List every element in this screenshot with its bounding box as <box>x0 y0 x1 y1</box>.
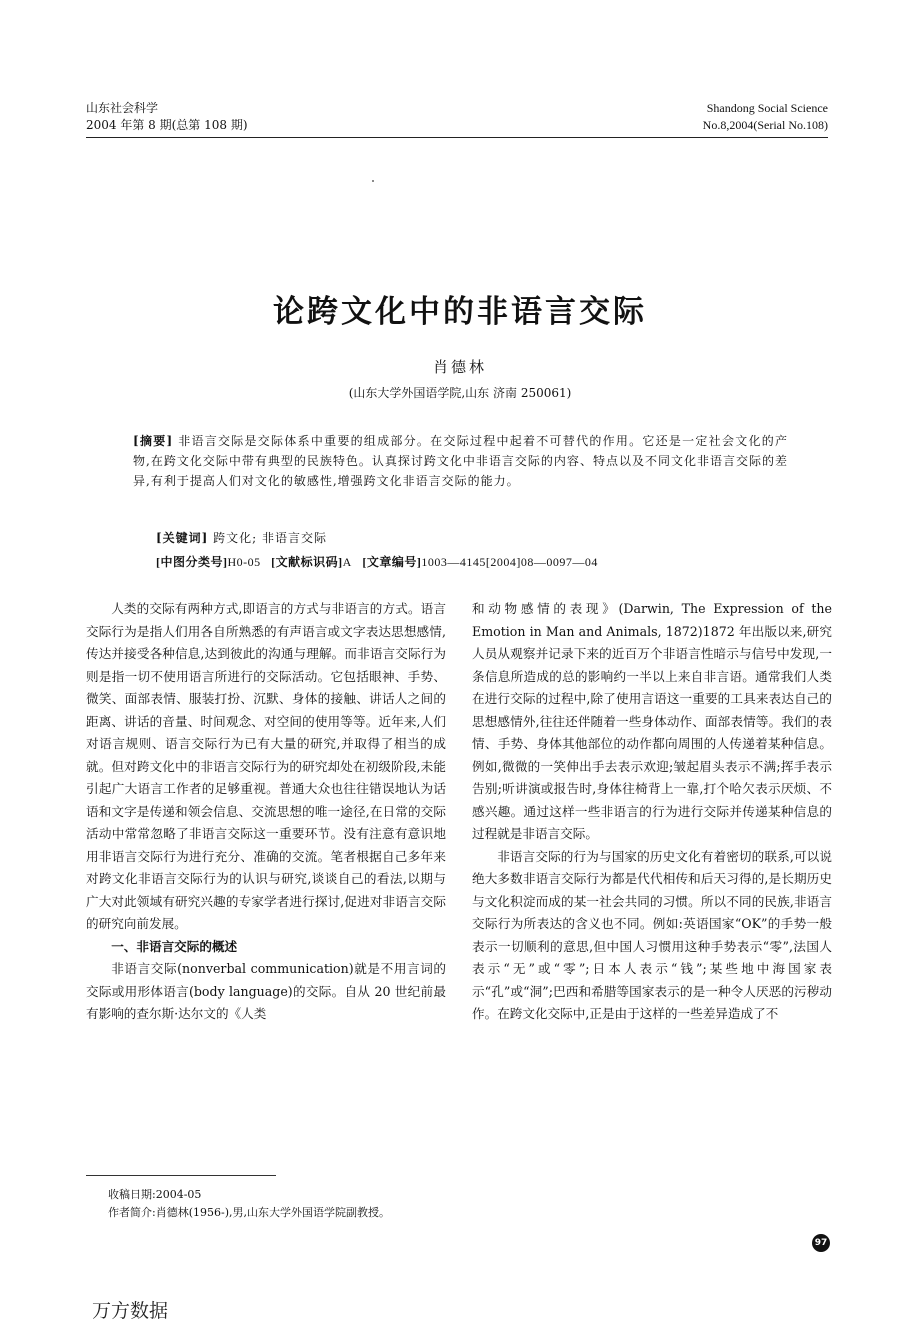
author-bio: 作者简介:肖德林(1956-),男,山东大学外国语学院副教授。 <box>108 1206 390 1219</box>
body-paragraph: 非语言交际的行为与国家的历史文化有着密切的联系,可以说绝大多数非语言交际行为都是代代相传和后天习得的,是长期历史与文化积淀而成的某一社会共同的习惯。所以不同的民族,非语言交际行为所表达的含义也不同。例如:英语国家“OK”的手势一般表示一切顺利的意思,但中国人习惯用这种手势表示“零”,法国人表示“无”或“零”;日本人表示“钱”;某些地中海国家表示“孔”或“洞”;巴西和希腊等国家表示的是一种令人厌恶的污秽动作。在跨文化交际中,正是由于这样的一些差异造成了不 <box>472 848 832 1021</box>
doc-code-label: [文献标识码] <box>271 555 343 569</box>
header-divider <box>86 137 828 138</box>
footnote-divider <box>86 1175 276 1176</box>
clc-value: H0-05 <box>227 555 261 569</box>
abstract-text: 非语言交际是交际体系中重要的组成部分。在交际过程中起着不可替代的作用。它还是一定社会文化的产物,在跨文化交际中带有典型的民族特色。认真探讨跨文化中非语言交际的内容、特点以及不同文化非语言交际的差异,有利于提高人们对文化的敏感性,增强跨文化非语言交际的能力。 <box>133 434 788 488</box>
issue-info-en: No.8,2004(Serial No.108) <box>702 118 828 132</box>
section-heading: 一、非语言交际的概述 <box>111 938 238 954</box>
speck-mark <box>372 180 374 182</box>
issue-info-cn: 2004 年第 8 期(总第 108 期) <box>86 118 248 132</box>
page-number-badge: 97 <box>812 1234 830 1252</box>
abstract <box>133 431 788 491</box>
body-column-right <box>472 598 832 1026</box>
doc-code-value: A <box>342 555 352 569</box>
classification-line <box>156 553 598 570</box>
journal-name-cn: 山东社会科学 <box>86 101 159 115</box>
article-id-value: 1003—4145[2004]08—0097—04 <box>421 555 598 569</box>
keywords <box>156 529 327 546</box>
body-paragraph: 非语言交际(nonverbal communication)就是不用言词的交际或用形体语言(body language)的交际。自从 20 世纪前最有影响的查尔斯·达尔文的《人类 <box>86 961 446 1021</box>
article-author: 肖德林 <box>432 358 487 376</box>
watermark-text: 万方数据 <box>92 1300 169 1322</box>
running-header-left <box>86 100 248 134</box>
article-id-label: [文章编号] <box>362 555 422 569</box>
article-title: 论跨文化中的非语言交际 <box>273 294 647 330</box>
clc-label: [中图分类号] <box>156 555 228 569</box>
author-affiliation: (山东大学外国语学院,山东 济南 250061) <box>348 386 572 400</box>
body-column-left <box>86 598 446 1026</box>
body-paragraph: 和动物感情的表现》(Darwin, The Expression of the Emotion in Man and Animals, 1872)1872 年出版以来,研究人员从观察并记录下来的近百万个非语言性暗示与信号中发现,一条信息所造成的总的影响约一半以上来自非言语。通常我们人类在进行交际的过程中,除了使用言语这一重要的工具来表达自己的思想感情外,往往还伴随着一些身体动作、面部表情等。我们的表情、手势、身体其他部位的动作都向周围的人传递着某种信息。例如,微微的一笑伸出手去表示欢迎;皱起眉头表示不满;挥手表示告别;听讲演或报告时,身体往椅背上一靠,打个哈欠表示厌烦、不感兴趣。通过这样一些非语言的行为进行交际并传递某种信息的过程就是非语言交际。 <box>472 601 832 841</box>
body-paragraph: 人类的交际有两种方式,即语言的方式与非语言的方式。语言交际行为是指人们用各自所熟悉的有声语言或文字表达思想感情,传达并接受各种信息,达到彼此的沟通与理解。而非语言交际行为则是指一切不使用语言所进行的交际活动。它包括眼神、手势、微笑、面部表情、服装打扮、沉默、身体的接触、讲话人之间的距离、讲话的音量、时间观念、对空间的使用等等。近年来,人们对语言规则、语言交际行为已有大量的研究,并取得了相当的成就。但对跨文化中的非语言交际行为的研究却处在初级阶段,未能引起广大语言工作者的足够重视。普通大众也往往错误地认为话语和文字是传递和领会信息、交流思想的唯一途径,在日常的交际活动中常常忽略了非语言交际这一重要环节。没有注意有意识地用非语言交际行为进行充分、准确的交流。笔者根据自己多年来对跨文化非语言交际行为的认识与研究,谈谈自己的看法,以期与广大对此领域有研究兴趣的专家学者进行探讨,促进对非语言交际的研究向前发展。 <box>86 601 446 931</box>
received-date: 收稿日期:2004-05 <box>108 1188 202 1201</box>
keywords-text: 跨文化; 非语言交际 <box>208 531 328 545</box>
journal-name-en: Shandong Social Science <box>706 101 828 115</box>
footnotes <box>108 1186 390 1222</box>
running-header-right <box>703 100 828 134</box>
abstract-label: [摘要] <box>133 434 174 448</box>
keywords-label: [关键词] <box>156 531 209 545</box>
